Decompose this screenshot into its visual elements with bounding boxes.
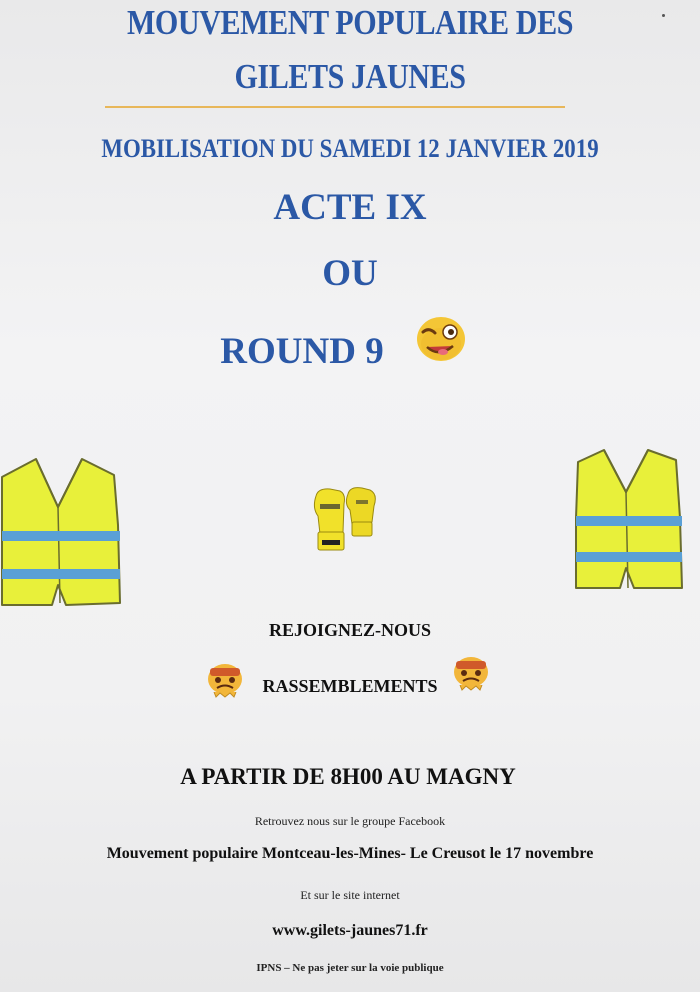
winking-face-icon bbox=[415, 314, 467, 364]
ou-heading: OU bbox=[322, 253, 378, 294]
horaire-text: A PARTIR DE 8H00 AU MAGNY bbox=[180, 764, 516, 789]
boxing-gloves-icon bbox=[310, 486, 380, 556]
site-url: www.gilets-jaunes71.fr bbox=[272, 922, 428, 939]
corner-mark bbox=[662, 14, 665, 17]
title-divider bbox=[105, 106, 565, 108]
facebook-group: Mouvement populaire Montceau-les-Mines- Le Creusot le 17 novembre bbox=[106, 845, 594, 862]
facebook-intro: Retrouvez nous sur le groupe Facebook bbox=[254, 814, 446, 828]
site-intro: Et sur le site internet bbox=[300, 888, 400, 902]
safety-vest-left-icon bbox=[0, 455, 124, 611]
round-heading: ROUND 9 bbox=[220, 331, 384, 372]
footer-ipns: IPNS – Ne pas jeter sur la voie publique bbox=[256, 962, 444, 974]
rassemblements-text: RASSEMBLEMENTS bbox=[262, 676, 438, 696]
safety-vest-right-icon bbox=[574, 448, 686, 592]
title-line-2: GILETS JAUNES bbox=[234, 57, 466, 96]
mobilisation-date: MOBILISATION DU SAMEDI 12 JANVIER 2019 bbox=[101, 134, 599, 163]
acte-heading: ACTE IX bbox=[273, 187, 427, 228]
rejoignez-text: REJOIGNEZ-NOUS bbox=[268, 620, 432, 640]
title-line-1: MOUVEMENT POPULAIRE DES bbox=[126, 3, 574, 42]
